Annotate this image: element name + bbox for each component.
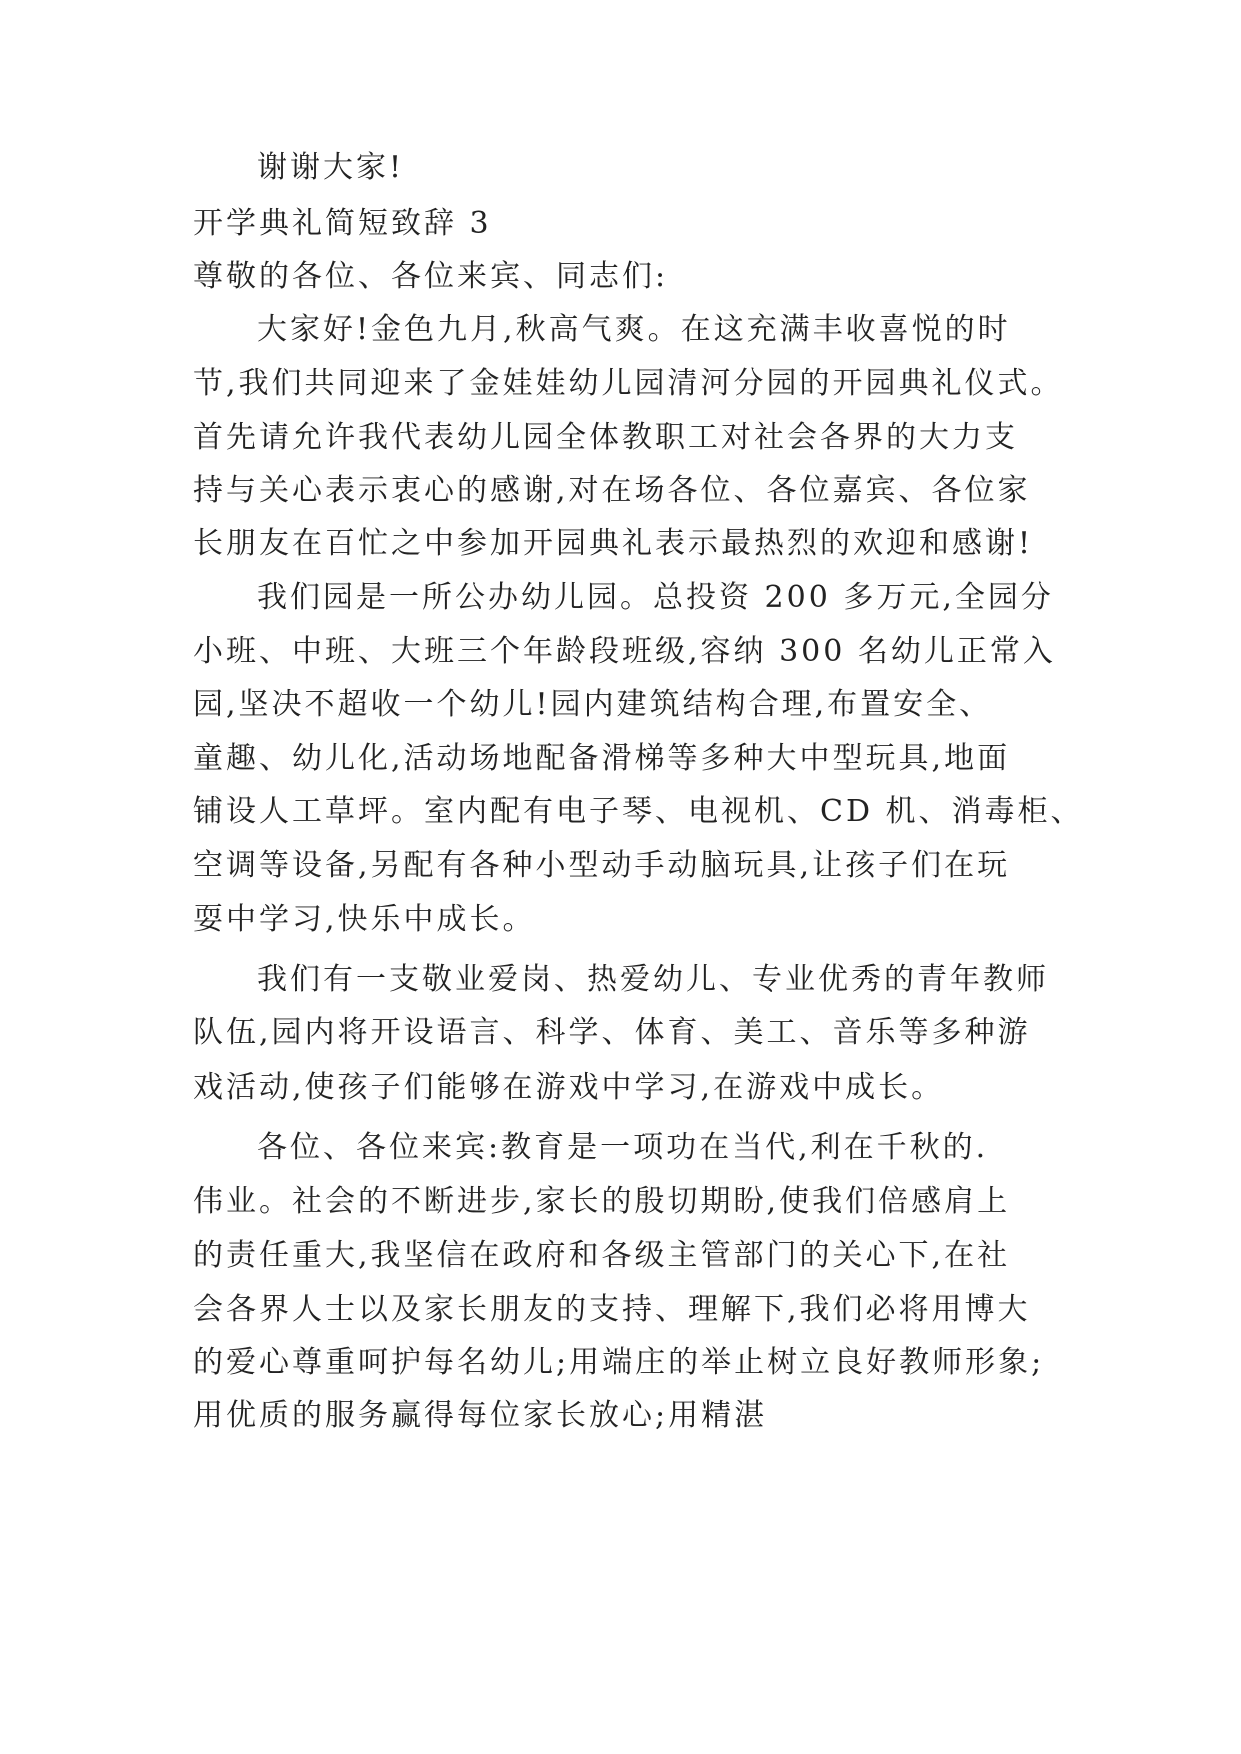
paragraph-3-line-1: 我们有一支敬业爱岗、热爱幼儿、专业优秀的青年教师 — [257, 962, 1049, 997]
section-title: 开学典礼简短致辞 3 — [193, 206, 492, 241]
paragraph-2-line-6: 空调等设备,另配有各种小型动手动脑玩具,让孩子们在玩 — [193, 848, 1011, 883]
paragraph-2-line-3: 园,坚决不超收一个幼儿!园内建筑结构合理,布置安全、 — [193, 687, 993, 722]
paragraph-1-line-2: 节,我们共同迎来了金娃娃幼儿园清河分园的开园典礼仪式。 — [193, 366, 1064, 401]
closing-line: 谢谢大家! — [257, 150, 405, 185]
paragraph-4-line-5: 的爱心尊重呵护每名幼儿;用端庄的举止树立良好教师形象; — [193, 1345, 1045, 1380]
paragraph-3-line-3: 戏活动,使孩子们能够在游戏中学习,在游戏中成长。 — [193, 1070, 945, 1105]
paragraph-2-line-2: 小班、中班、大班三个年龄段班级,容纳 300 名幼儿正常入 — [193, 634, 1056, 669]
paragraph-4-line-1: 各位、各位来宾:教育是一项功在当代,利在千秋的. — [257, 1130, 989, 1165]
paragraph-2-line-7: 耍中学习,快乐中成长。 — [193, 902, 536, 937]
salutation: 尊敬的各位、各位来宾、同志们: — [193, 259, 669, 294]
paragraph-4-line-4: 会各界人士以及家长朋友的支持、理解下,我们必将用博大 — [193, 1292, 1031, 1327]
paragraph-2-line-4: 童趣、幼儿化,活动场地配备滑梯等多种大中型玩具,地面 — [193, 741, 1011, 776]
paragraph-3-line-2: 队伍,园内将开设语言、科学、体育、美工、音乐等多种游 — [193, 1015, 1031, 1050]
paragraph-2-line-1: 我们园是一所公办幼儿园。总投资 200 多万元,全园分 — [257, 580, 1054, 615]
paragraph-2-line-5: 铺设人工草坪。室内配有电子琴、电视机、CD 机、消毒柜、 — [193, 794, 1084, 829]
paragraph-4-line-6: 用优质的服务赢得每位家长放心;用精湛 — [193, 1398, 768, 1433]
paragraph-1-line-4: 持与关心表示衷心的感谢,对在场各位、各位嘉宾、各位家 — [193, 473, 1031, 508]
paragraph-1-line-3: 首先请允许我代表幼儿园全体教职工对社会各界的大力支 — [193, 420, 1018, 455]
paragraph-1-line-1: 大家好!金色九月,秋高气爽。在这充满丰收喜悦的时 — [257, 312, 1011, 347]
paragraph-4-line-3: 的责任重大,我坚信在政府和各级主管部门的关心下,在社 — [193, 1238, 1011, 1273]
paragraph-1-line-5: 长朋友在百忙之中参加开园典礼表示最热烈的欢迎和感谢! — [193, 526, 1034, 561]
paragraph-4-line-2: 伟业。社会的不断进步,家长的殷切期盼,使我们倍感肩上 — [193, 1184, 1011, 1219]
